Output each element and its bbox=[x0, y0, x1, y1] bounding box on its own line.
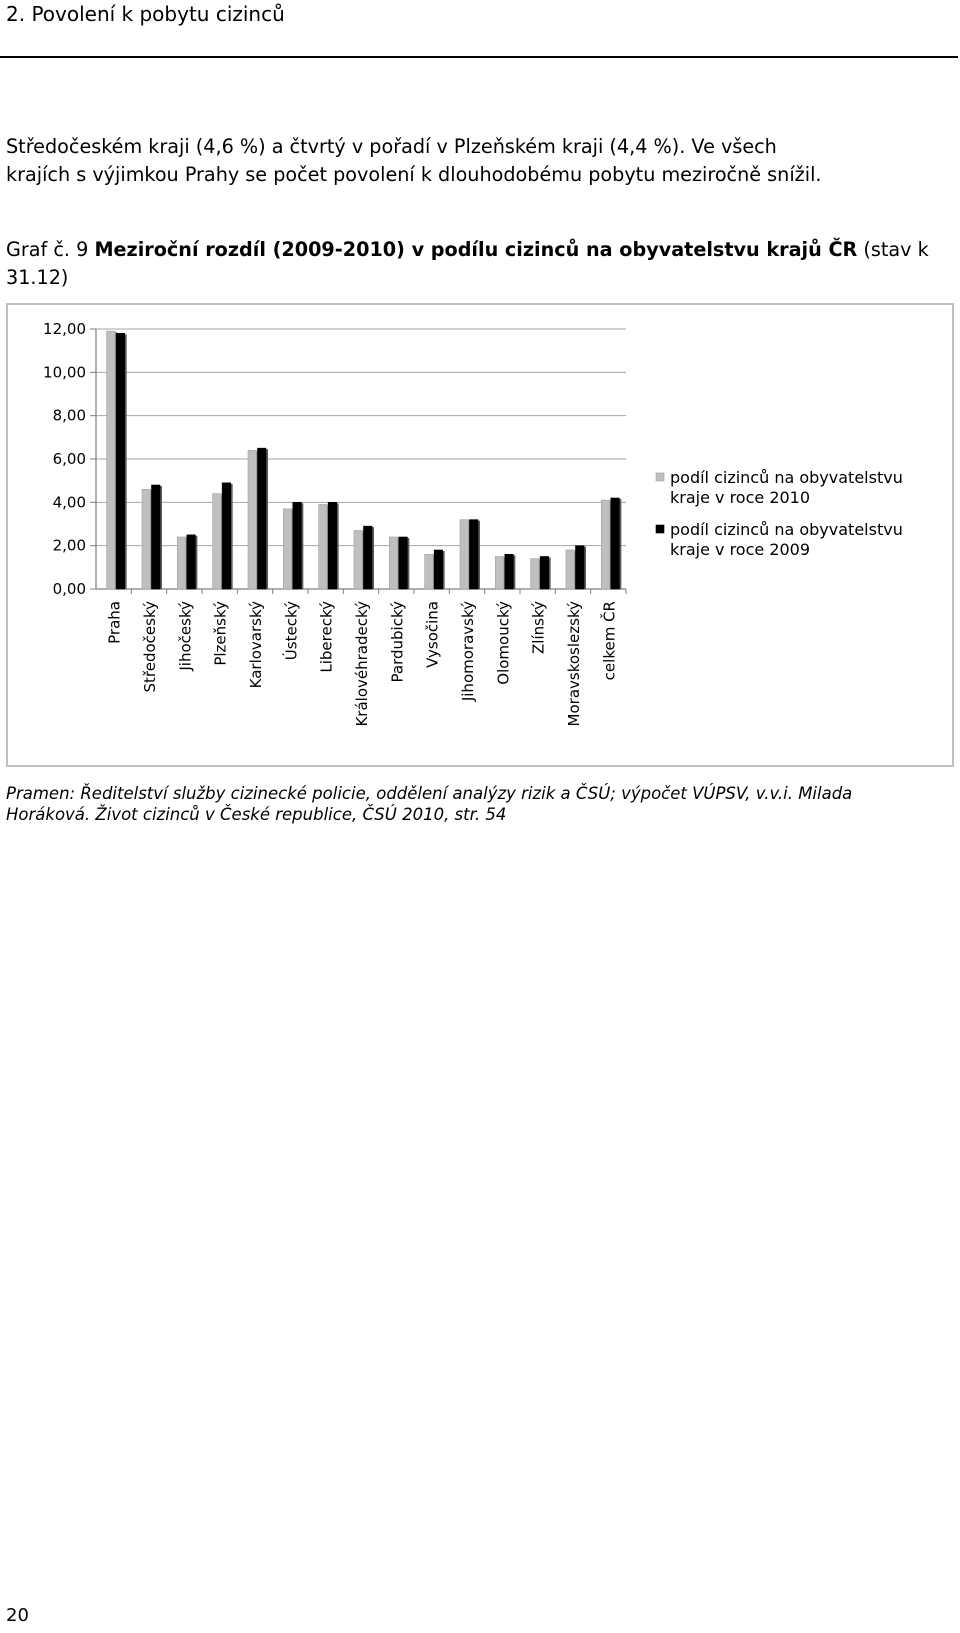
bar-2009 bbox=[399, 537, 408, 589]
body-line: Středočeském kraji (4,6 %) a čtvrtý v pořadí v Plzeňském kraji (4,4 %). Ve všech bbox=[6, 135, 777, 158]
legend-swatch bbox=[656, 473, 664, 481]
legend-label: podíl cizinců na obyvatelstvu bbox=[670, 520, 903, 539]
caption-suffix: (stav k 31.12) bbox=[6, 238, 929, 289]
body-line: krajích s výjimkou Prahy se počet povolení k dlouhodobému pobytu meziročně snížil. bbox=[6, 163, 822, 186]
bar-2010 bbox=[460, 520, 469, 589]
page-number: 20 bbox=[6, 1605, 29, 1626]
x-category-label: Jihomoravský bbox=[459, 601, 477, 702]
bar-2009 bbox=[328, 502, 337, 589]
bar-2009 bbox=[470, 520, 479, 589]
x-category-label: Olomoucký bbox=[494, 601, 513, 685]
bar-2010 bbox=[495, 557, 504, 590]
bar-2010 bbox=[213, 494, 222, 589]
x-category-label: Praha bbox=[105, 601, 124, 644]
legend-label: podíl cizinců na obyvatelstvu bbox=[670, 468, 903, 487]
graph-caption bbox=[6, 236, 954, 292]
chart-svg bbox=[8, 305, 952, 765]
bar-2009 bbox=[505, 554, 514, 589]
body-paragraph bbox=[6, 133, 954, 189]
bar-2009 bbox=[187, 535, 196, 589]
bar-2010 bbox=[248, 450, 257, 589]
page-header: 2. Povolení k pobytu cizinců bbox=[6, 2, 285, 26]
y-tick-label: 0,00 bbox=[52, 580, 86, 598]
x-category-label: celkem ČR bbox=[600, 601, 619, 681]
x-category-label: Pardubický bbox=[388, 601, 407, 683]
bar-2009 bbox=[540, 557, 549, 590]
bar-2009 bbox=[152, 485, 161, 589]
x-category-label: Středočeský bbox=[141, 601, 159, 693]
bar-2009 bbox=[611, 498, 620, 589]
bar-2009 bbox=[222, 483, 231, 589]
caption-title: Meziroční rozdíl (2009-2010) v podílu cizinců na obyvatelstvu krajů ČR bbox=[94, 238, 858, 261]
bar-2009 bbox=[293, 502, 302, 589]
x-category-label: Ústecký bbox=[282, 601, 301, 661]
header-divider bbox=[0, 56, 958, 58]
bar-2009 bbox=[258, 448, 267, 589]
caption-prefix: Graf č. 9 bbox=[6, 238, 95, 261]
bar-2009 bbox=[116, 333, 125, 589]
y-tick-label: 6,00 bbox=[52, 450, 86, 468]
bar-2010 bbox=[389, 537, 398, 589]
bar-2010 bbox=[354, 531, 363, 590]
y-tick-label: 4,00 bbox=[52, 493, 86, 512]
x-category-label: Královéhradecký bbox=[353, 601, 371, 727]
bar-2010 bbox=[107, 331, 116, 589]
legend-label: kraje v roce 2009 bbox=[670, 540, 811, 559]
source-note bbox=[6, 783, 954, 825]
x-category-label: Vysočina bbox=[423, 601, 442, 668]
bar-2010 bbox=[601, 500, 610, 589]
source-line: Horáková. Život cizinců v České republice, ČSÚ 2010, str. 54 bbox=[6, 805, 507, 824]
y-tick-label: 2,00 bbox=[52, 536, 86, 555]
legend-label: kraje v roce 2010 bbox=[670, 488, 811, 507]
bar-2010 bbox=[319, 505, 328, 590]
bar-chart bbox=[6, 303, 954, 767]
legend-swatch bbox=[656, 525, 664, 533]
x-category-label: Jihočeský bbox=[176, 601, 195, 671]
x-category-label: Karlovarský bbox=[247, 601, 265, 689]
bar-2009 bbox=[364, 526, 373, 589]
bar-2010 bbox=[177, 537, 186, 589]
x-category-label: Plzeňský bbox=[211, 601, 230, 666]
y-tick-label: 10,00 bbox=[43, 363, 86, 382]
x-category-label: Moravskoslezský bbox=[565, 601, 583, 727]
bar-2010 bbox=[566, 550, 575, 589]
bar-2010 bbox=[283, 509, 292, 589]
y-tick-label: 8,00 bbox=[52, 406, 86, 425]
bar-2009 bbox=[576, 546, 585, 589]
bar-2010 bbox=[425, 554, 434, 589]
bar-2010 bbox=[142, 489, 151, 589]
x-category-label: Zlínský bbox=[529, 601, 548, 654]
bar-2009 bbox=[434, 550, 443, 589]
y-tick-label: 12,00 bbox=[43, 320, 86, 338]
x-category-label: Liberecký bbox=[317, 601, 336, 673]
source-line: Pramen: Ředitelství služby cizinecké policie, oddělení analýzy rizik a ČSÚ; výpočet VÚPSV, v.v.i. Milada bbox=[6, 784, 853, 803]
bar-2010 bbox=[531, 559, 540, 589]
